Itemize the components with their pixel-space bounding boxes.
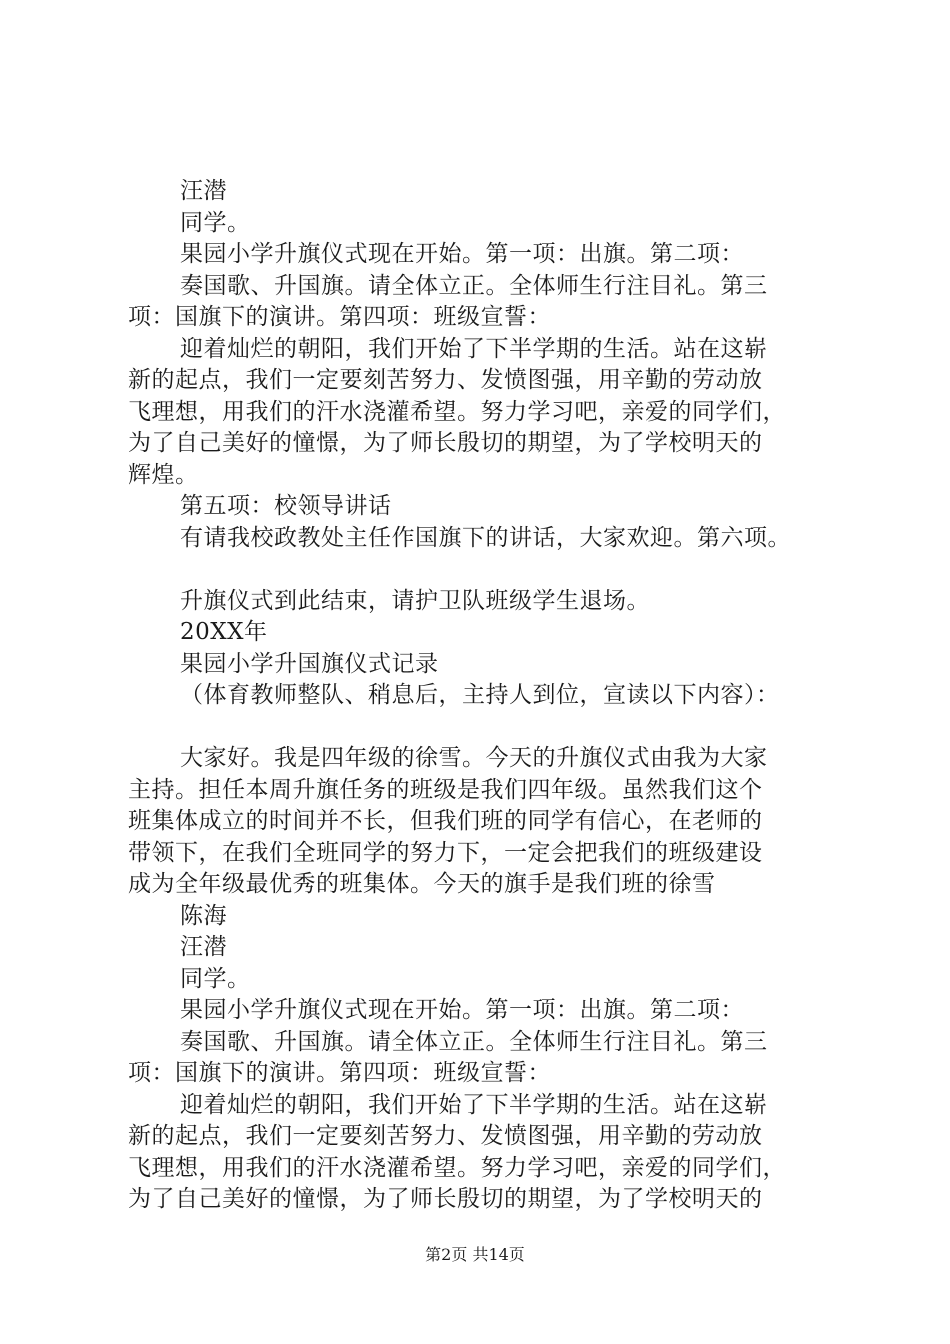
text-line: 班集体成立的时间并不长，但我们班的同学有信心，在老师的 bbox=[128, 808, 763, 834]
text-line: （体育教师整队、稍息后，主持人到位，宣读以下内容）： bbox=[180, 682, 780, 708]
text-line: 带领下，在我们全班同学的努力下，一定会把我们的班级建设 bbox=[128, 839, 763, 866]
text-line: 新的起点，我们一定要刻苦努力、发愤图强，用辛勤的劳动放 bbox=[128, 1123, 763, 1149]
text-line: 陈海 bbox=[180, 902, 227, 929]
text-line: 第五项：校领导讲话 bbox=[180, 493, 392, 519]
text-line: 同学。 bbox=[180, 965, 251, 992]
text-line: 项：国旗下的演讲。第四项：班级宣誓： bbox=[128, 304, 551, 330]
text-line: 迎着灿烂的朝阳，我们开始了下半学期的生活。站在这崭 bbox=[180, 335, 768, 362]
blank-line bbox=[128, 712, 848, 744]
text-line: 果园小学升旗仪式现在开始。第一项：出旗。第二项： bbox=[180, 241, 744, 267]
text-line: 果园小学升国旗仪式记录 bbox=[180, 650, 439, 677]
text-line: 飞理想，用我们的汗水浇灌希望。努力学习吧，亲爱的同学们， bbox=[128, 1154, 786, 1181]
text-line: 大家好。我是四年级的徐雪。今天的升旗仪式由我为大家 bbox=[180, 745, 768, 771]
text-line: 果园小学升旗仪式现在开始。第一项：出旗。第二项： bbox=[180, 997, 744, 1023]
text-line: 有请我校政教处主任作国旗下的讲话，大家欢迎。第六项。 bbox=[180, 524, 791, 551]
text-line: 成为全年级最优秀的班集体。今天的旗手是我们班的徐雪 bbox=[128, 871, 716, 897]
text-line: 20XX年 bbox=[180, 619, 268, 645]
text-line: 奏国歌、升国旗。请全体立正。全体师生行注目礼。第三 bbox=[180, 1028, 768, 1055]
text-line: 迎着灿烂的朝阳，我们开始了下半学期的生活。站在这崭 bbox=[180, 1091, 768, 1118]
text-line: 新的起点，我们一定要刻苦努力、发愤图强，用辛勤的劳动放 bbox=[128, 367, 763, 393]
text-line: 汪潜 bbox=[180, 934, 227, 960]
text-line: 升旗仪式到此结束，请护卫队班级学生退场。 bbox=[180, 587, 650, 614]
text-line: 飞理想，用我们的汗水浇灌希望。努力学习吧，亲爱的同学们， bbox=[128, 398, 786, 425]
text-line: 奏国歌、升国旗。请全体立正。全体师生行注目礼。第三 bbox=[180, 272, 768, 299]
page-footer: 第2页 共14页 bbox=[425, 1245, 525, 1264]
text-line: 辉煌。 bbox=[128, 461, 199, 488]
text-line: 主持。担任本周升旗任务的班级是我们四年级。虽然我们这个 bbox=[128, 776, 763, 803]
text-line: 汪潜 bbox=[180, 178, 227, 204]
text-line: 为了自己美好的憧憬，为了师长殷切的期望，为了学校明天的 bbox=[128, 1186, 763, 1212]
text-line: 项：国旗下的演讲。第四项：班级宣誓： bbox=[128, 1060, 551, 1086]
document-body bbox=[128, 176, 848, 1216]
text-line: 为了自己美好的憧憬，为了师长殷切的期望，为了学校明天的 bbox=[128, 430, 763, 456]
blank-line bbox=[128, 554, 848, 586]
text-line: 同学。 bbox=[180, 209, 251, 236]
